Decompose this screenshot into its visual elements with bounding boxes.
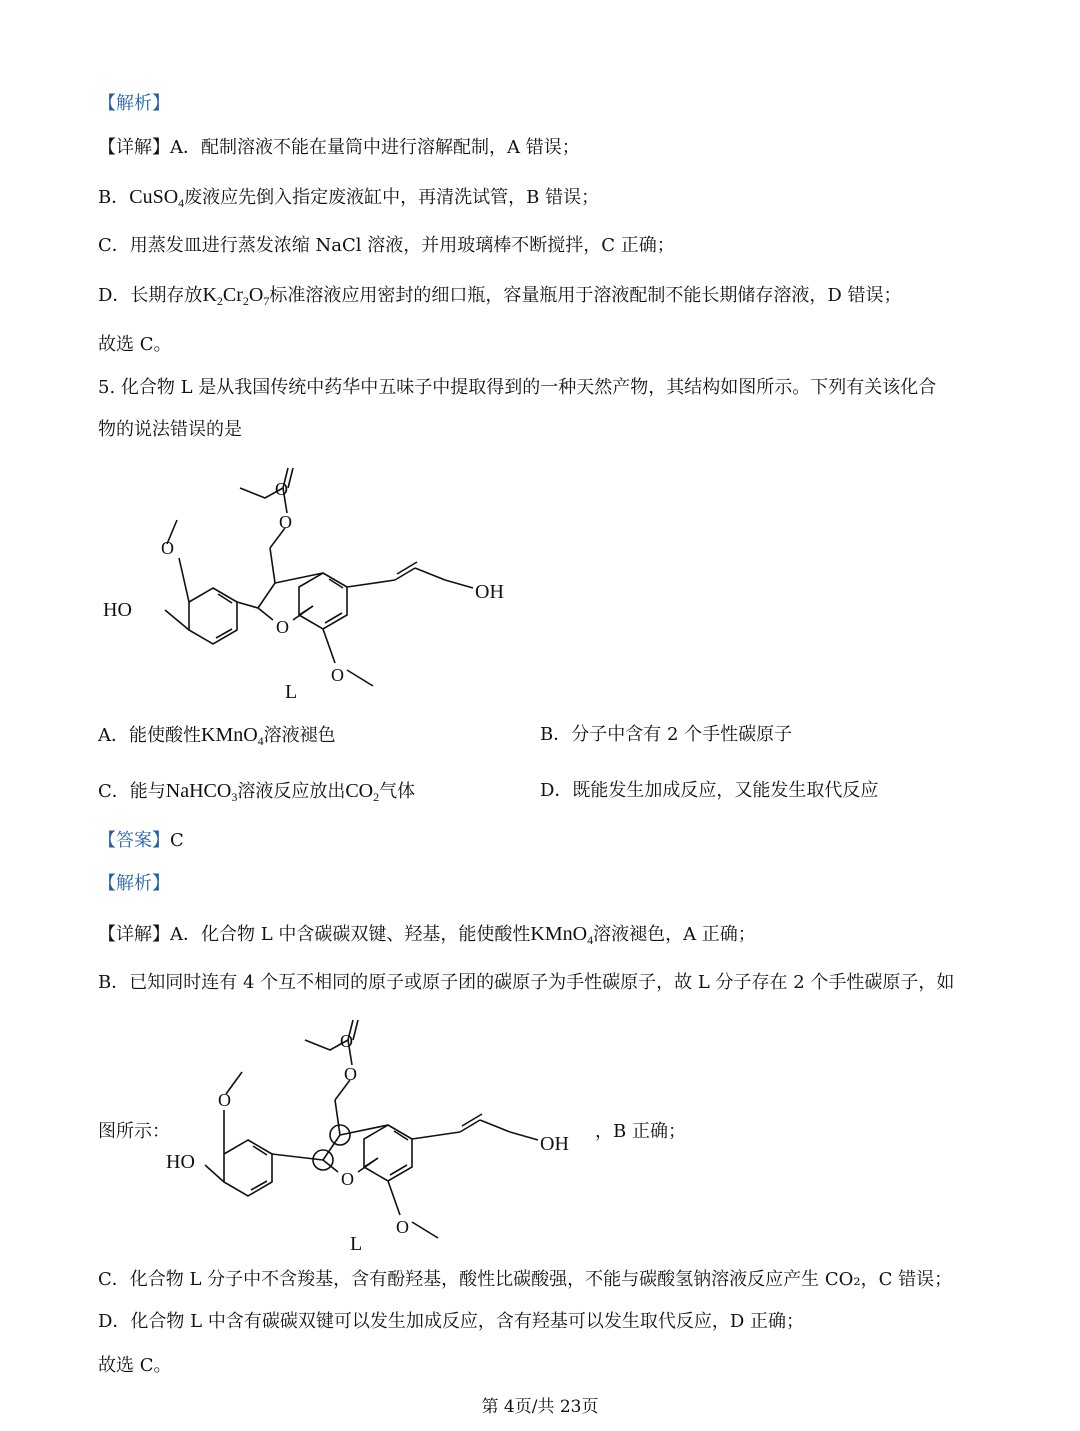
explain-a	[98, 136, 580, 160]
methoxy-o-label-b: O	[396, 1217, 409, 1237]
explain-c: C．用蒸发皿进行蒸发浓缩 NaCl 溶液，并用玻璃棒不断搅拌，C 正确；	[98, 235, 675, 256]
methoxy-o-label: O	[331, 665, 344, 685]
conclusion-1: 故选 C。	[98, 334, 172, 355]
carbonyl-o-label-b: O	[340, 1031, 353, 1051]
explain-b-text: 废液应先倒入指定废液缸中，再清洗试管，B 错误；	[184, 187, 600, 208]
answer-tag: 【答案】	[98, 830, 170, 851]
answer-explain-d: D．化合物 L 中含有碳碳双键可以发生加成反应，含有羟基可以发生取代反应，D 正确；	[98, 1311, 804, 1332]
carbonyl-o-label: O	[275, 479, 288, 499]
explain-b-prefix: B．	[98, 187, 130, 208]
ring-o-label: O	[276, 617, 289, 637]
answer-fig-prefix: 图所示：	[98, 1121, 170, 1142]
oh-label: OH	[475, 581, 504, 603]
formula-k2cr2o7: $K_2Cr_2O_7$	[202, 284, 270, 308]
ring-o-label-b: O	[341, 1169, 354, 1189]
option-c: C．能与NaHCO$_3$溶液反应放出$CO_2$气体	[98, 780, 416, 804]
structure-diagram-l	[95, 448, 535, 708]
methoxy-o-label-2: O	[161, 538, 174, 558]
option-a: A．能使酸性KMnO$_4$溶液褪色	[98, 724, 336, 748]
answer-explain-a: 【详解】A．化合物 L 中含碳碳双键、羟基，能使酸性KMnO$_4$溶液褪色，A 正确；	[98, 923, 756, 947]
explain-d	[98, 283, 902, 313]
ester-o-label: O	[279, 512, 292, 532]
structure-label: L	[285, 681, 298, 703]
methoxy-o-label-b2: O	[218, 1090, 231, 1110]
option-b: B．分子中含有 2 个手性碳原子	[540, 724, 793, 745]
answer-value: C	[170, 830, 184, 851]
explain-d-text: 标准溶液应用密封的细口瓶，容量瓶用于溶液配制不能长期储存溶液，D 错误；	[269, 285, 902, 306]
ester-o-label-b: O	[344, 1064, 357, 1084]
formula-cuso4: CuSO$_4$	[129, 186, 185, 210]
oh-label-b: OH	[540, 1133, 569, 1155]
structure-diagram-chiral	[160, 1000, 610, 1260]
page-footer: 第 4页/共 23页	[481, 1397, 599, 1417]
answer-line	[98, 829, 184, 853]
explain-a-text: A．配制溶液不能在量筒中进行溶解配制，A 错误；	[170, 137, 580, 158]
jiexi-tag-2: 【解析】	[98, 873, 170, 894]
answer-explain-c: C．化合物 L 分子中不含羧基，含有酚羟基，酸性比碳酸强，不能与碳酸氢钠溶液反应产生 CO₂，C 错误；	[98, 1269, 953, 1290]
xiangjie-tag: 【详解】	[98, 137, 170, 158]
q5-stem-line2: 物的说法错误的是	[98, 419, 242, 440]
explain-d-prefix: D．长期存放	[98, 285, 203, 306]
ho-label: HO	[103, 599, 132, 621]
option-d: D．既能发生加成反应，又能发生取代反应	[540, 780, 879, 801]
answer-explain-b: B．已知同时连有 4 个互不相同的原子或原子团的碳原子为手性碳原子，故 L 分子存在 2 个手性碳原子，如	[98, 972, 955, 993]
jiexi-tag: 【解析】	[98, 93, 170, 114]
structure-label-b: L	[350, 1233, 363, 1255]
ho-label-b: HO	[166, 1151, 195, 1173]
q5-stem-line1: 5. 化合物 L 是从我国传统中药华中五味子中提取得到的一种天然产物，其结构如图所示。下列有关该化合	[98, 377, 937, 398]
conclusion-2: 故选 C。	[98, 1355, 172, 1376]
explain-b	[98, 185, 599, 215]
xiangjie-tag-2: 【详解】	[98, 924, 170, 945]
answer-fig-suffix: ，B 正确；	[595, 1121, 686, 1142]
